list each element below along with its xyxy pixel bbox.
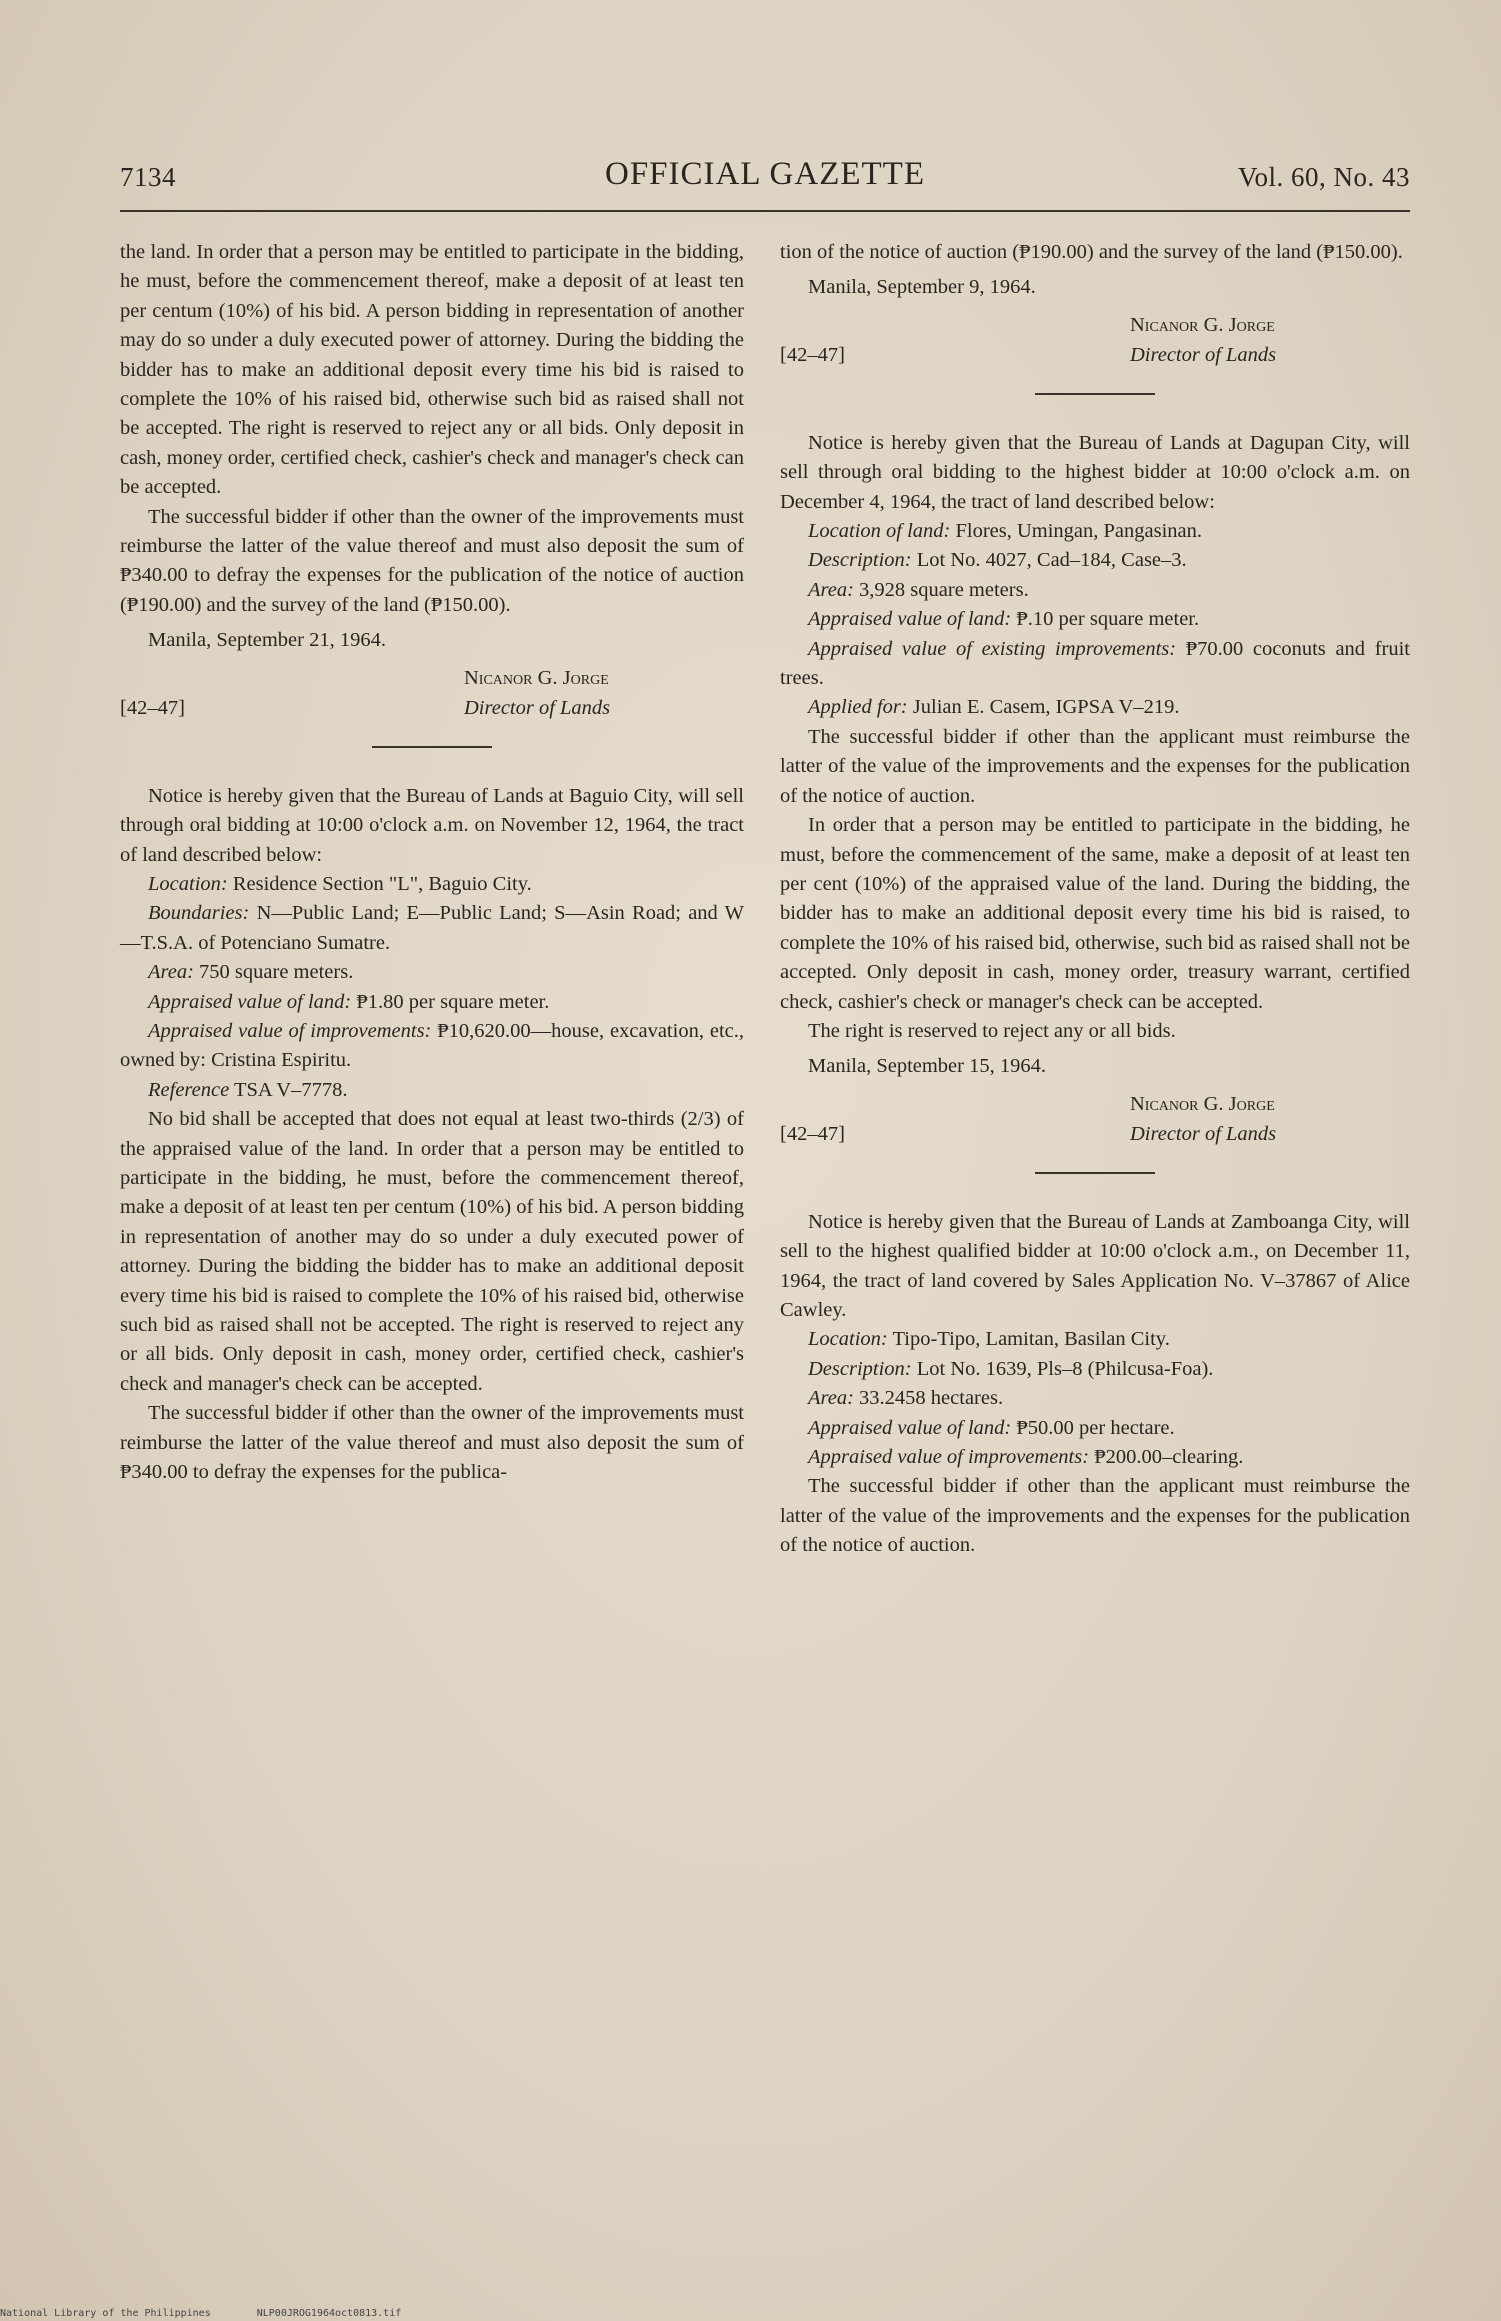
field-label: Location of land: [808, 520, 951, 543]
field-value: ₱70.00 coconuts and fruit trees. [780, 637, 1410, 690]
field-value: ₱50.00 per hectare. [1016, 1416, 1175, 1439]
paragraph: The successful bidder if other than the owner of the improvements must reimburse the latter of the value thereof and must also deposit the sum of ₱340.00 to defray the expenses for the publica- [120, 1402, 744, 1484]
appraised-improvements-value [120, 1017, 744, 1076]
field-label: Area: [808, 1387, 854, 1410]
reference-code: [42–47] [780, 343, 845, 366]
scan-footer [0, 2308, 441, 2319]
field-value: ₱1.80 per square meter. [356, 990, 550, 1013]
notice-intro: Notice is hereby given that the Bureau of Lands at Baguio City, will sell through oral bidding at 10:00 o'clock a.m. on November 12, 1964, the tract of land described below: [120, 784, 744, 866]
signature-block [780, 1090, 1410, 1154]
field-label: Appraised value of improvements: [808, 1446, 1090, 1468]
separator [1035, 393, 1155, 395]
dateline: Manila, September 15, 1964. [808, 1055, 1046, 1078]
land-description [780, 546, 1410, 575]
appraised-land-value [780, 1414, 1410, 1443]
paragraph: The successful bidder if other than the applicant must reimburse the latter of the value of the improvements and the expenses for the publication of the notice of auction. [780, 1475, 1410, 1557]
page-header [120, 152, 1410, 202]
field-label: Location: [148, 872, 228, 895]
paragraph: tion of the notice of auction (₱190.00) and the survey of the land (₱150.00). [780, 241, 1403, 263]
reference-code: [42–47] [120, 696, 185, 719]
field-label: Reference [148, 1078, 230, 1101]
field-label: Applied for: [808, 696, 908, 719]
field-value: 3,928 square meters. [859, 578, 1029, 601]
signatory-title: Director of Lands [1130, 343, 1277, 366]
field-value: Julian E. Casem, IGPSA V–219. [912, 696, 1180, 719]
paragraph: In order that a person may be entitled to participate in the bidding, he must, before the commencement of the same, make a deposit of at least ten per cent (10%) of the appraised value of the land. During the bidding, the bidder has to make an additional deposit every time his bid is raised, to complete the 10% of his raised bid, otherwise, such bid as raised shall not be accepted. Only deposit in cash, money order, treasury warrant, certified check, cashier's check or manager's check can be accepted. [780, 814, 1410, 1013]
page-number: 7134 [120, 162, 176, 192]
field-value: TSA V–7778. [233, 1078, 348, 1101]
field-label: Description: [808, 549, 912, 572]
land-reference [120, 1076, 744, 1105]
field-value: 750 square meters. [199, 961, 354, 984]
field-value: Lot No. 4027, Cad–184, Case–3. [916, 549, 1187, 572]
field-label: Description: [808, 1357, 912, 1380]
applied-for [780, 693, 1410, 722]
notice-intro: Notice is hereby given that the Bureau of Lands at Dagupan City, will sell through oral bidding to the highest bidder at 10:00 o'clock a.m. on December 4, 1964, the tract of land described below: [780, 431, 1410, 513]
field-value: Residence Section "L", Baguio City. [232, 872, 532, 895]
dateline: Manila, September 21, 1964. [148, 629, 386, 652]
field-label: Boundaries: [148, 902, 250, 925]
field-label: Appraised value of land: [148, 990, 352, 1013]
land-boundaries [120, 899, 744, 958]
paragraph: No bid shall be accepted that does not equal at least two-thirds (2/3) of the appraised value of the land. In order that a person may be entitled to participate in the bidding, he must, before the commencement thereof, make a deposit of at least ten per centum (10%) of his bid. A person bidding in representation of another may do so under a duly executed power of attorney. During the bidding the bidder has to make an additional deposit every time his bid is raised to complete the 10% of his raised bid, otherwise such bid as raised shall not be accepted. The right is reserved to reject any or all bids. Only deposit in cash, money order, certified check, cashier's check and manager's check can be accepted. [120, 1108, 744, 1395]
field-label: Area: [148, 961, 194, 984]
field-value: ₱10,620.00—house, excavation, etc., owned by: Cristina Espiritu. [120, 1019, 744, 1072]
header-rule [120, 210, 1410, 212]
publication-title: OFFICIAL GAZETTE [605, 156, 925, 192]
signatory-title: Director of Lands [1130, 1122, 1277, 1145]
field-label: Area: [808, 578, 854, 601]
land-area [780, 1384, 1410, 1413]
right-column [780, 238, 1410, 1561]
left-column [120, 238, 744, 1487]
signature-block [780, 311, 1410, 375]
reference-code: [42–47] [780, 1122, 845, 1145]
field-value: Lot No. 1639, Pls–8 (Philcusa-Foa). [916, 1357, 1214, 1380]
paragraph: The successful bidder if other than the applicant must reimburse the latter of the value of the improvements and the expenses for the publication of the notice of auction. [780, 725, 1410, 807]
land-location [780, 1325, 1410, 1354]
field-value: ₱200.00–clearing. [1094, 1446, 1244, 1468]
signatory-name: Nicanor G. Jorge [1130, 313, 1275, 336]
field-label: Location: [808, 1328, 888, 1351]
paragraph: the land. In order that a person may be entitled to participate in the bidding, he must, before the commencement thereof, make a deposit of at least ten per centum (10%) of his bid. A person bidding in representation of another may do so under a duly executed power of attorney. During the bidding the bidder has to make an additional deposit every time his bid is raised to complete the 10% of his raised bid, otherwise such bid as raised shall not be accepted. The right is reserved to reject any or all bids. Only deposit in cash, money order, certified check, cashier's check and manager's check can be accepted. [120, 241, 744, 499]
field-label: Appraised value of improvements: [148, 1019, 432, 1042]
field-value: Flores, Umingan, Pangasinan. [955, 520, 1203, 543]
volume-number: Vol. 60, No. 43 [1237, 162, 1410, 192]
land-location [780, 517, 1410, 546]
separator [1035, 1172, 1155, 1174]
appraised-existing-improvements [780, 635, 1410, 694]
signatory-title: Director of Lands [464, 696, 611, 719]
appraised-improvements-value [780, 1443, 1410, 1472]
land-area [780, 576, 1410, 605]
appraised-land-value [120, 988, 744, 1017]
file-name: NLP00JROG1964oct0813.tif [256, 2308, 402, 2319]
notice-intro: Notice is hereby given that the Bureau of Lands at Zamboanga City, will sell to the highest qualified bidder at 10:00 o'clock a.m., on December 11, 1964, the tract of land covered by Sales Application No. V–37867 of Alice Cawley. [780, 1210, 1410, 1321]
field-value: 33.2458 hectares. [859, 1387, 1004, 1410]
signatory-name: Nicanor G. Jorge [1130, 1092, 1275, 1115]
dateline: Manila, September 9, 1964. [808, 276, 1036, 299]
field-label: Appraised value of land: [808, 608, 1012, 631]
signatory-name: Nicanor G. Jorge [464, 666, 609, 689]
separator [372, 746, 492, 748]
paragraph: The successful bidder if other than the owner of the improvements must reimburse the latter of the value thereof and must also deposit the sum of ₱340.00 to defray the expenses for the publication of the notice of auction (₱190.00) and the survey of the land (₱150.00). [120, 505, 744, 616]
field-value: ₱.10 per square meter. [1016, 608, 1200, 631]
field-value: N—Public Land; E—Public Land; S—Asin Road; and W—T.S.A. of Potenciano Sumatre. [120, 902, 744, 954]
paragraph: The right is reserved to reject any or all bids. [808, 1019, 1176, 1042]
field-label: Appraised value of land: [808, 1416, 1012, 1439]
field-value: Tipo-Tipo, Lamitan, Basilan City. [892, 1328, 1170, 1351]
land-description [780, 1355, 1410, 1384]
signature-block [120, 664, 744, 728]
appraised-land-value [780, 605, 1410, 634]
land-area [120, 958, 744, 987]
land-location [120, 870, 744, 899]
library-credit: National Library of the Philippines [0, 2308, 211, 2319]
field-label: Appraised value of existing improvements: [808, 637, 1177, 660]
